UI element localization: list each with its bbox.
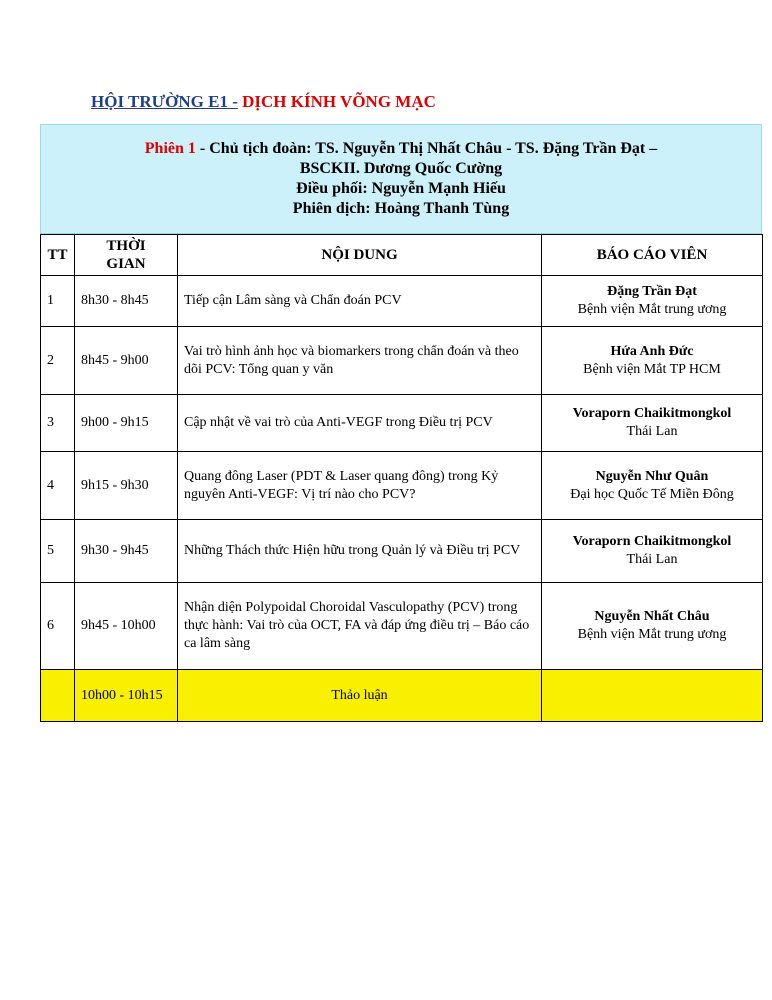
speaker-org: Bệnh viện Mắt trung ương bbox=[577, 627, 727, 642]
row-number: 4 bbox=[41, 452, 75, 520]
row-number: 5 bbox=[41, 520, 75, 583]
hall-topic: DỊCH KÍNH VÕNG MẠC bbox=[237, 92, 436, 111]
session-line-1 bbox=[41, 139, 761, 159]
discussion-time: 10h00 - 10h15 bbox=[75, 670, 178, 722]
row-time: 8h45 - 9h00 bbox=[75, 327, 178, 395]
speaker-org: Bệnh viện Mắt trung ương bbox=[577, 302, 727, 317]
row-time: 8h30 - 8h45 bbox=[75, 276, 178, 327]
speaker-org: Thái Lan bbox=[626, 424, 678, 439]
session-interpreter: Phiên dịch: Hoàng Thanh Tùng bbox=[292, 200, 510, 217]
row-speaker bbox=[542, 327, 763, 395]
row-content: Quang đông Laser (PDT & Laser quang đông) trong Kỷ nguyên Anti-VEGF: Vị trí nào cho PCV? bbox=[178, 452, 542, 520]
row-time: 9h45 - 10h00 bbox=[75, 583, 178, 670]
header-content: NỘI DUNG bbox=[178, 235, 542, 276]
row-speaker bbox=[542, 583, 763, 670]
row-number: 6 bbox=[41, 583, 75, 670]
header-tt: TT bbox=[41, 235, 75, 276]
table-header-row bbox=[41, 235, 763, 276]
table-row bbox=[41, 583, 763, 670]
table-row bbox=[41, 452, 763, 520]
speaker-name: Đặng Trần Đạt bbox=[607, 284, 697, 299]
session-label: Phiên 1 bbox=[144, 140, 196, 157]
row-content: Tiếp cận Lâm sàng và Chẩn đoán PCV bbox=[178, 276, 542, 327]
row-speaker bbox=[542, 452, 763, 520]
session-chairs: - Chủ tịch đoàn: TS. Nguyễn Thị Nhất Châu - TS. Đặng Trần Đạt – bbox=[195, 140, 658, 157]
row-content: Nhận diện Polypoidal Choroidal Vasculopathy (PCV) trong thực hành: Vai trò của OCT, FA và đáp ứng điều trị – Báo cáo ca lâm sàng bbox=[178, 583, 542, 670]
header-time: THỜI GIAN bbox=[75, 235, 178, 276]
row-time: 9h15 - 9h30 bbox=[75, 452, 178, 520]
row-content: Cập nhật về vai trò của Anti-VEGF trong Điều trị PCV bbox=[178, 395, 542, 452]
row-content: Vai trò hình ảnh học và biomarkers trong chẩn đoán và theo dõi PCV: Tổng quan y văn bbox=[178, 327, 542, 395]
row-speaker bbox=[542, 276, 763, 327]
session-info-box bbox=[40, 124, 762, 234]
table-row bbox=[41, 520, 763, 583]
row-time: 9h30 - 9h45 bbox=[75, 520, 178, 583]
table-row bbox=[41, 327, 763, 395]
speaker-org: Thái Lan bbox=[626, 552, 678, 567]
discussion-number bbox=[41, 670, 75, 722]
header-speaker: BÁO CÁO VIÊN bbox=[542, 235, 763, 276]
hall-heading bbox=[91, 92, 436, 112]
speaker-name: Voraporn Chaikitmongkol bbox=[572, 534, 732, 549]
row-number: 1 bbox=[41, 276, 75, 327]
row-speaker bbox=[542, 520, 763, 583]
discussion-speaker bbox=[542, 670, 763, 722]
row-number: 3 bbox=[41, 395, 75, 452]
row-time: 9h00 - 9h15 bbox=[75, 395, 178, 452]
speaker-name: Nguyễn Như Quân bbox=[595, 468, 709, 484]
session-moderator: Điều phối: Nguyễn Mạnh Hiếu bbox=[296, 180, 506, 197]
row-number: 2 bbox=[41, 327, 75, 395]
schedule-table bbox=[40, 234, 763, 722]
discussion-label: Thảo luận bbox=[178, 670, 542, 722]
speaker-name: Hứa Anh Đức bbox=[610, 343, 694, 359]
hall-name: HỘI TRƯỜNG E1 - bbox=[91, 92, 238, 111]
speaker-name: Voraporn Chaikitmongkol bbox=[572, 406, 732, 421]
row-content: Những Thách thức Hiện hữu trong Quản lý và Điều trị PCV bbox=[178, 520, 542, 583]
speaker-name: Nguyễn Nhất Châu bbox=[594, 609, 710, 624]
table-row bbox=[41, 395, 763, 452]
speaker-org: Đại học Quốc Tế Miền Đông bbox=[570, 486, 734, 502]
discussion-row bbox=[41, 670, 763, 722]
speaker-org: Bệnh viện Mắt TP HCM bbox=[583, 361, 721, 377]
row-speaker bbox=[542, 395, 763, 452]
session-line-2: BSCKII. Dương Quốc Cường bbox=[299, 160, 503, 177]
table-row bbox=[41, 276, 763, 327]
